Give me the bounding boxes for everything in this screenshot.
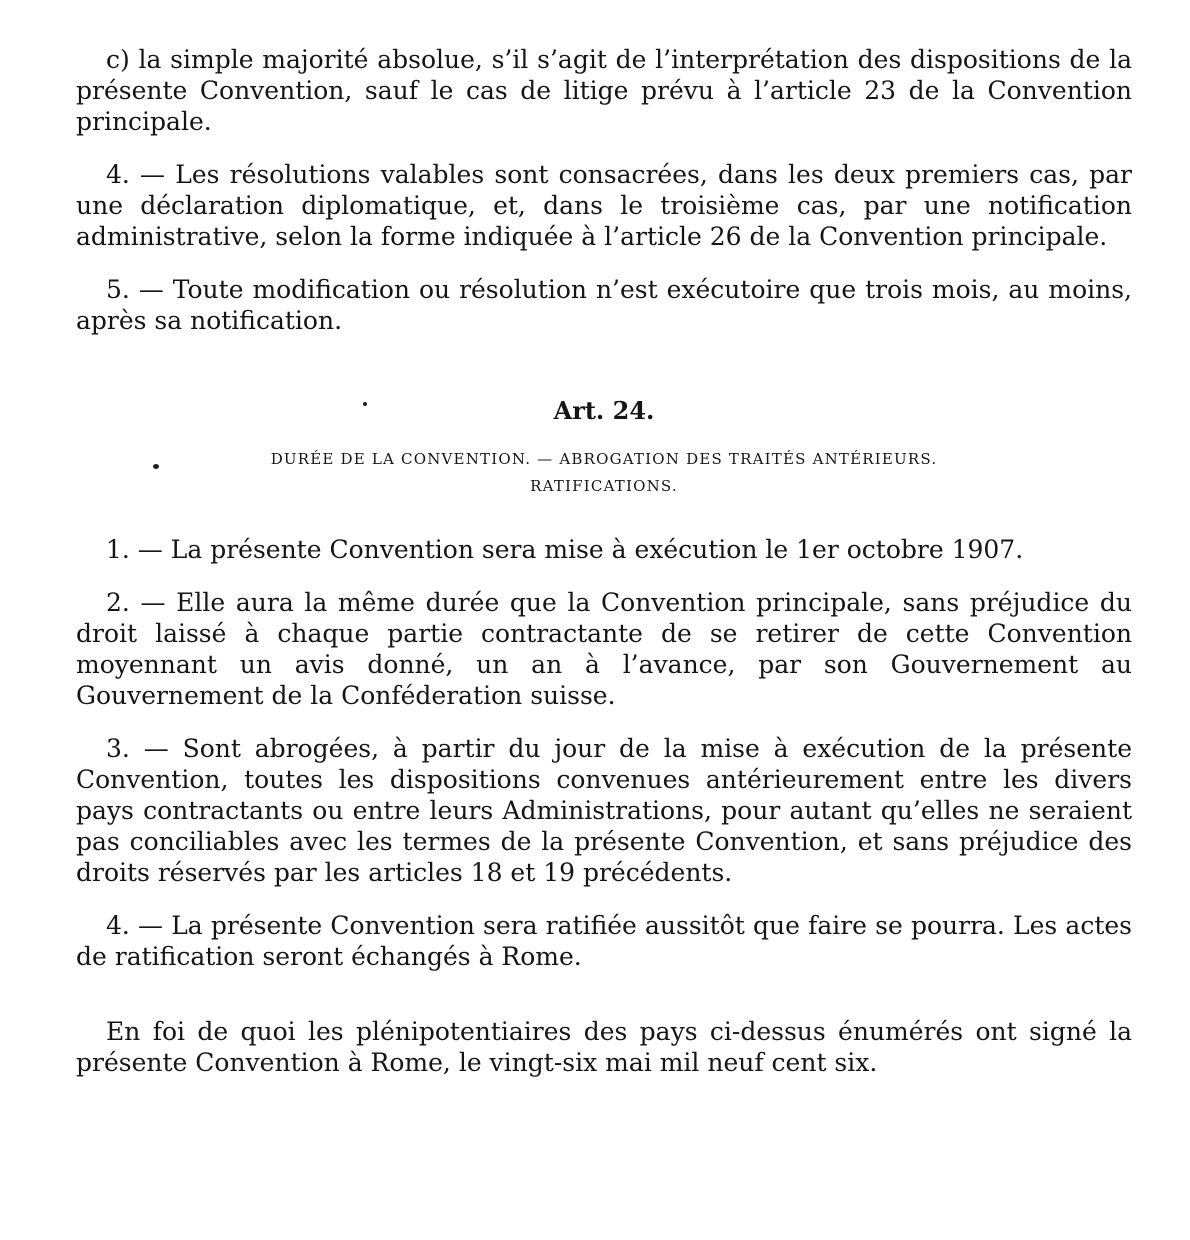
article-subtitle-line-1: DURÉE DE LA CONVENTION. — ABROGATION DES TRAITÉS ANTÉRIEURS. [270, 450, 938, 468]
article-paragraph-1: 1. — La présente Convention sera mise à exécution le 1er octobre 1907. [106, 535, 1024, 564]
paragraph-c-majority: c) la simple majorité absolue, s’il s’agit de l’interprétation des dispositions de la présente Convention, sauf le cas de litige prévu à l’article 23 de la Convention principale. [76, 45, 1132, 136]
article-paragraph-4: 4. — La présente Convention sera ratifiée aussitôt que faire se pourra. Les actes de ratification seront échangés à Rome. [76, 911, 1132, 971]
article-paragraph-3: 3. — Sont abrogées, à partir du jour de la mise à exécution de la présente Convention, toutes les dispositions convenues antérieurement entre les divers pays contractants ou entre leurs Administrations, pour autant qu’elles ne seraient pas conciliables avec les termes de la présente Convention, et sans préjudice des droits réservés par les articles 18 et 19 précédents. [76, 734, 1132, 887]
document-page [76, 44, 1132, 1078]
print-speck [363, 402, 367, 406]
article-subtitle-line-2: RATIFICATIONS. [530, 477, 678, 495]
closing-statement: En foi de quoi les plénipotentiaires des pays ci-dessus énumérés ont signé la présente Convention à Rome, le vingt-six mai mil neuf cent six. [76, 1017, 1132, 1077]
paragraph-5-modification: 5. — Toute modification ou résolution n’est exécutoire que trois mois, au moins, après sa notification. [76, 275, 1132, 335]
print-speck [153, 464, 159, 469]
article-title: Art. 24. [553, 396, 655, 425]
article-paragraph-2: 2. — Elle aura la même durée que la Convention principale, sans préjudice du droit laissé à chaque partie contractante de se retirer de cette Convention moyennant un avis donné, un an à l’avance, par son Gouvernement au Gouvernement de la Conféderation suisse. [76, 588, 1132, 710]
paragraph-4-resolutions: 4. — Les résolutions valables sont consacrées, dans les deux premiers cas, par une déclaration diplomatique, et, dans le troisième cas, par une notification administrative, selon la forme indiquée à l’article 26 de la Convention principale. [76, 160, 1132, 251]
article-subtitle [76, 446, 1132, 500]
